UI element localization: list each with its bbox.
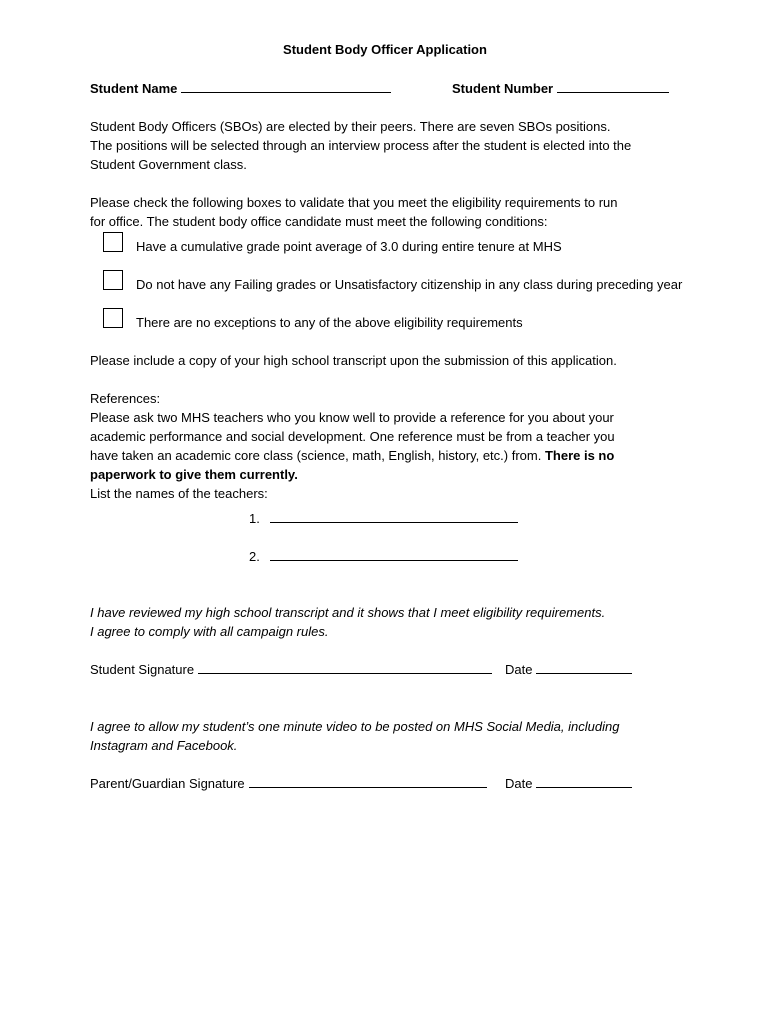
teacher-2-number: 2. [249,549,260,564]
references-line [90,446,614,465]
eligibility-intro-line: Please check the following boxes to validate that you meet the eligibility requirements to run [90,195,618,210]
references-bold-note: There is no [544,448,615,463]
parent-date-input[interactable] [536,774,632,788]
parent-signature-field [90,774,487,793]
eligibility-intro-line: for office. The student body office candidate must meet the following conditions: [90,214,548,229]
condition-gpa: Have a cumulative grade point average of 3.0 during entire tenure at MHS [136,239,562,254]
affirmation-line: I have reviewed my high school transcript and it shows that I meet eligibility requirements. [90,605,606,620]
student-number-input[interactable] [557,79,669,93]
media-consent-line: Instagram and Facebook. [90,738,238,753]
student-name-input[interactable] [181,79,391,93]
teacher-2-input[interactable] [270,547,518,561]
teacher-1-number: 1. [249,511,260,526]
transcript-note: Please include a copy of your high school transcript upon the submission of this application. [90,353,617,368]
student-number-field [452,79,669,98]
gpa-checkbox[interactable] [103,232,123,252]
student-signature-label: Student Signature [90,662,195,677]
affirmation-line: I agree to comply with all campaign rules. [90,624,329,639]
teacher-2-field [249,547,518,566]
parent-signature-input[interactable] [249,774,487,788]
teachers-prompt: List the names of the teachers: [90,486,268,501]
references-heading: References: [90,391,161,406]
no-exceptions-checkbox[interactable] [103,308,123,328]
student-date-field [505,660,632,679]
student-signature-input[interactable] [198,660,492,674]
parent-signature-label: Parent/Guardian Signature [90,776,245,791]
references-line: Please ask two MHS teachers who you know well to provide a reference for you about your [90,410,614,425]
intro-line: Student Government class. [90,157,247,172]
condition-no-exceptions: There are no exceptions to any of the above eligibility requirements [136,315,523,330]
references-text: have taken an academic core class (science, math, English, history, etc.) from. [90,448,545,463]
references-bold-note-continued: paperwork to give them currently. [90,467,298,482]
student-signature-field [90,660,492,679]
parent-date-label: Date [505,776,533,791]
teacher-1-input[interactable] [270,509,518,523]
student-name-field [90,79,391,98]
media-consent-line: I agree to allow my student’s one minute video to be posted on MHS Social Media, including [90,719,620,734]
references-line: academic performance and social development. One reference must be from a teacher you [90,429,615,444]
student-date-label: Date [505,662,533,677]
student-number-label: Student Number [452,81,554,96]
student-date-input[interactable] [536,660,632,674]
teacher-1-field [249,509,518,528]
page-title: Student Body Officer Application [283,42,487,57]
student-name-label: Student Name [90,81,178,96]
intro-line: The positions will be selected through an interview process after the student is elected into the [90,138,632,153]
condition-no-failing-grades: Do not have any Failing grades or Unsatisfactory citizenship in any class during preceding year [136,277,683,292]
parent-date-field [505,774,632,793]
no-failing-grades-checkbox[interactable] [103,270,123,290]
intro-line: Student Body Officers (SBOs) are elected by their peers. There are seven SBOs positions. [90,119,611,134]
